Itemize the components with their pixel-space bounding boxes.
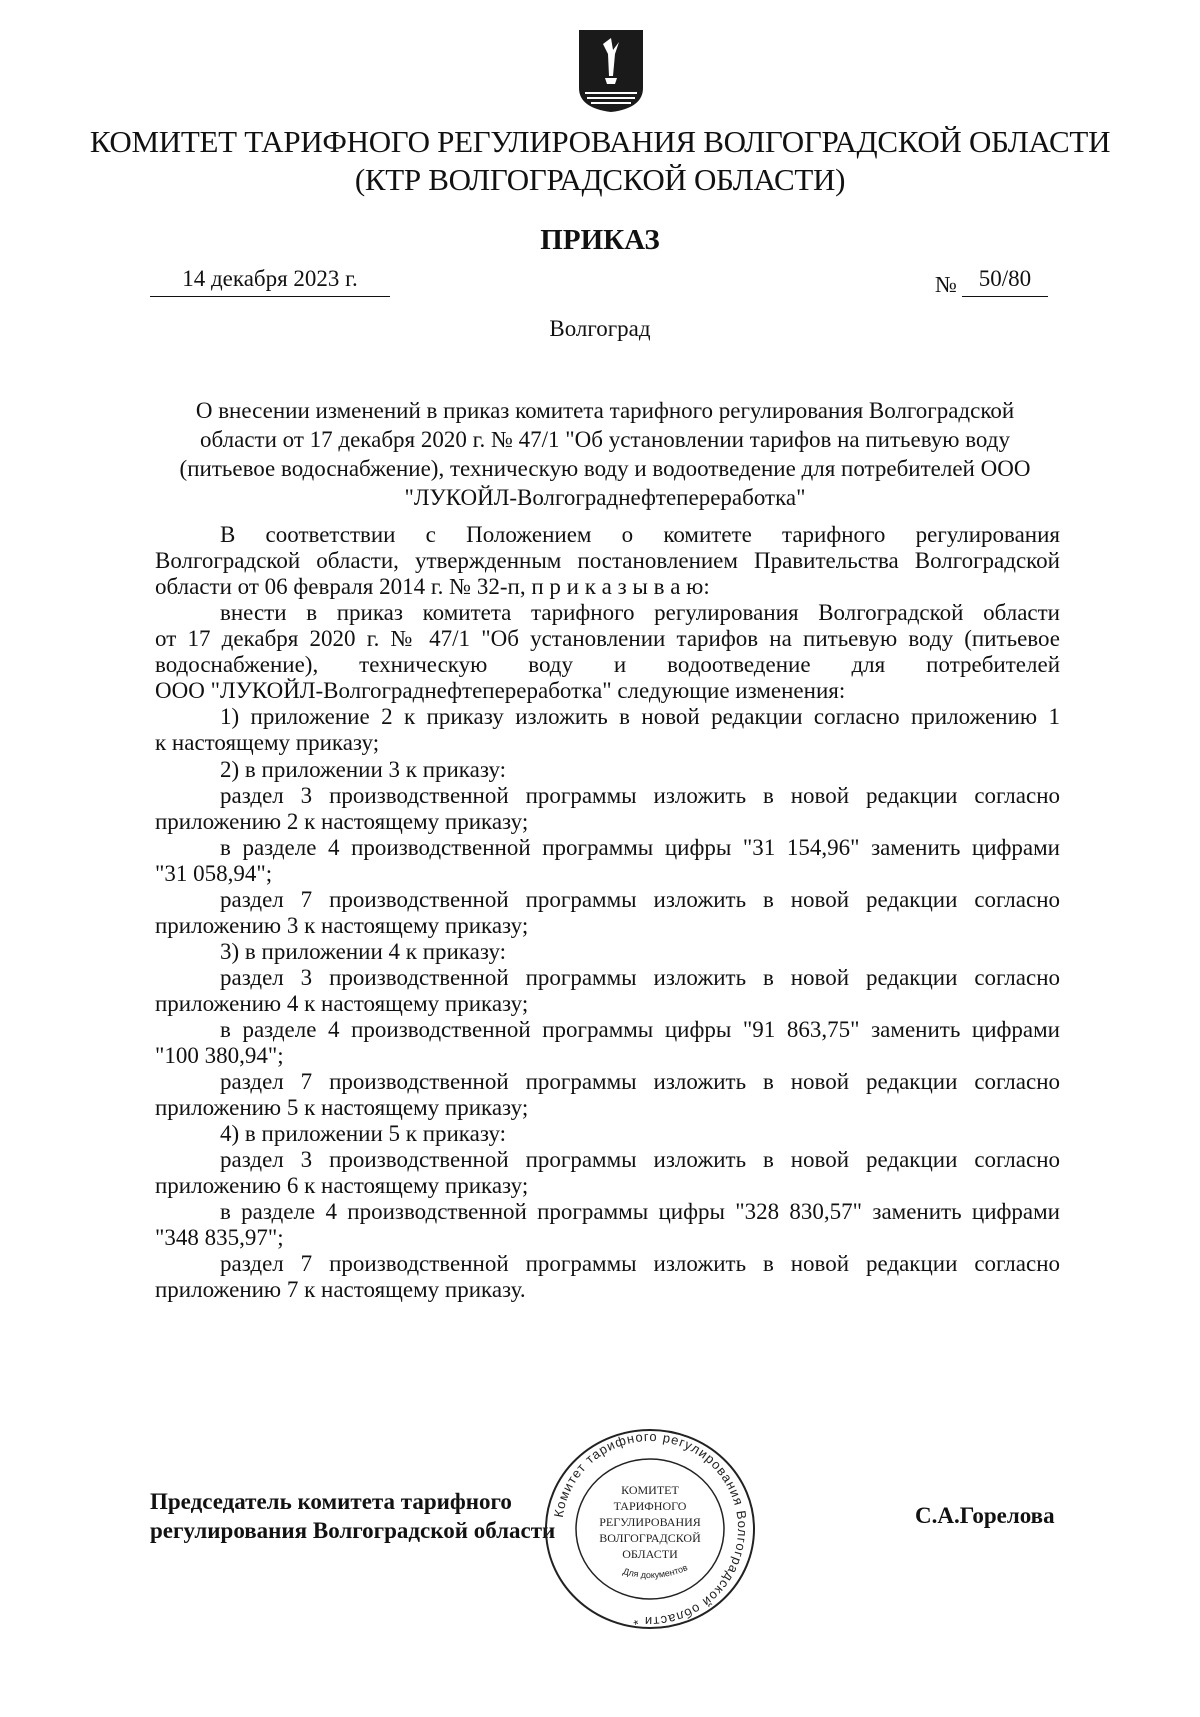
body-line: раздел 7 производственной программы изложить в новой редакции согласно: [220, 1069, 1060, 1094]
body-line: "31 058,94";: [155, 861, 273, 886]
body-line: Волгоградской области, утвержденным постановлением Правительства Волгоградской: [155, 548, 1060, 573]
stamp-outer-text: Комитет тарифного регулирования Волгоградской области *: [550, 1428, 751, 1630]
stamp-inner-line: ОБЛАСТИ: [622, 1547, 678, 1561]
body-line: "348 835,97";: [155, 1225, 284, 1250]
document-type: ПРИКАЗ: [540, 224, 660, 256]
body-line: 2) в приложении 3 к приказу:: [220, 757, 507, 782]
stamp-inner-line: РЕГУЛИРОВАНИЯ: [599, 1515, 701, 1529]
signatory-name: С.А.Горелова: [915, 1503, 1055, 1528]
body-line: приложению 3 к настоящему приказу;: [155, 913, 529, 938]
stamp-inner-line: ВОЛГОГРАДСКОЙ: [599, 1531, 701, 1545]
body-line: к настоящему приказу;: [155, 730, 380, 755]
body-line: приложению 5 к настоящему приказу;: [155, 1095, 529, 1120]
signatory-title-line: Председатель комитета тарифного: [150, 1489, 512, 1514]
body-line: раздел 3 производственной программы изложить в новой редакции согласно: [220, 1147, 1060, 1172]
official-stamp: [540, 1424, 760, 1634]
body-line: внести в приказ комитета тарифного регулирования Волгоградской области: [220, 600, 1060, 625]
body-line: от 17 декабря 2020 г. № 47/1 "Об установлении тарифов на питьевую воду (питьевое: [155, 626, 1060, 651]
organization-short-name: (КТР ВОЛГОГРАДСКОЙ ОБЛАСТИ): [354, 162, 846, 197]
body-line: области от 06 февраля 2014 г. № 32-п, п р и к а з ы в а ю:: [155, 574, 710, 599]
body-line: водоснабжение), техническую воду и водоотведение для потребителей: [155, 652, 1060, 677]
order-number: 50/80: [962, 266, 1048, 297]
body-line: раздел 3 производственной программы изложить в новой редакции согласно: [220, 965, 1060, 990]
stamp-inner-line: ТАРИФНОГО: [613, 1499, 687, 1513]
body-line: 1) приложение 2 к приказу изложить в новой редакции согласно приложению 1: [220, 704, 1060, 729]
stamp-bottom-text: Для документов: [621, 1562, 689, 1581]
order-date: 14 декабря 2023 г.: [150, 266, 390, 297]
number-sign: №: [935, 272, 957, 297]
signatory-title-line: регулирования Волгоградской области: [150, 1518, 556, 1543]
body-line: в разделе 4 производственной программы цифры "328 830,57" заменить цифрами: [220, 1199, 1060, 1224]
stamp-inner-line: КОМИТЕТ: [621, 1483, 679, 1497]
body-line: приложению 2 к настоящему приказу;: [155, 809, 529, 834]
body-line: раздел 7 производственной программы изложить в новой редакции согласно: [220, 1251, 1060, 1276]
svg-text:Для документов: [622, 1562, 689, 1580]
body-line: "100 380,94";: [155, 1043, 284, 1068]
city: Волгоград: [549, 316, 651, 341]
body-line: в разделе 4 производственной программы цифры "91 863,75" заменить цифрами: [220, 1017, 1060, 1042]
body-line: приложению 4 к настоящему приказу;: [155, 991, 529, 1016]
body-line: 3) в приложении 4 к приказу:: [220, 939, 507, 964]
body-line: раздел 7 производственной программы изложить в новой редакции согласно: [220, 887, 1060, 912]
order-subject: О внесении изменений в приказ комитета тарифного регулирования Волгоградской области от 17 декабря 2020 г. № 47/1 "Об установлении тарифов на питьевую воду (питьевое водоснабжение), техническую воду и водоотведение для потребителей ООО "ЛУКОЙЛ-Волгограднефтепереработка": [179, 398, 1031, 510]
body-line: 4) в приложении 5 к приказу:: [220, 1121, 507, 1146]
body-line: приложению 6 к настоящему приказу;: [155, 1173, 529, 1198]
body-line: раздел 3 производственной программы изложить в новой редакции согласно: [220, 783, 1060, 808]
organization-name: КОМИТЕТ ТАРИФНОГО РЕГУЛИРОВАНИЯ ВОЛГОГРАДСКОЙ ОБЛАСТИ: [89, 124, 1111, 159]
body-line: В соответствии с Положением о комитете тарифного регулирования: [220, 522, 1060, 547]
body-line: приложению 7 к настоящему приказу.: [155, 1277, 526, 1302]
volgograd-emblem-icon: [575, 28, 647, 114]
body-line: ООО "ЛУКОЙЛ-Волгограднефтепереработка" следующие изменения:: [155, 678, 846, 703]
body-line: в разделе 4 производственной программы цифры "31 154,96" заменить цифрами: [220, 835, 1060, 860]
